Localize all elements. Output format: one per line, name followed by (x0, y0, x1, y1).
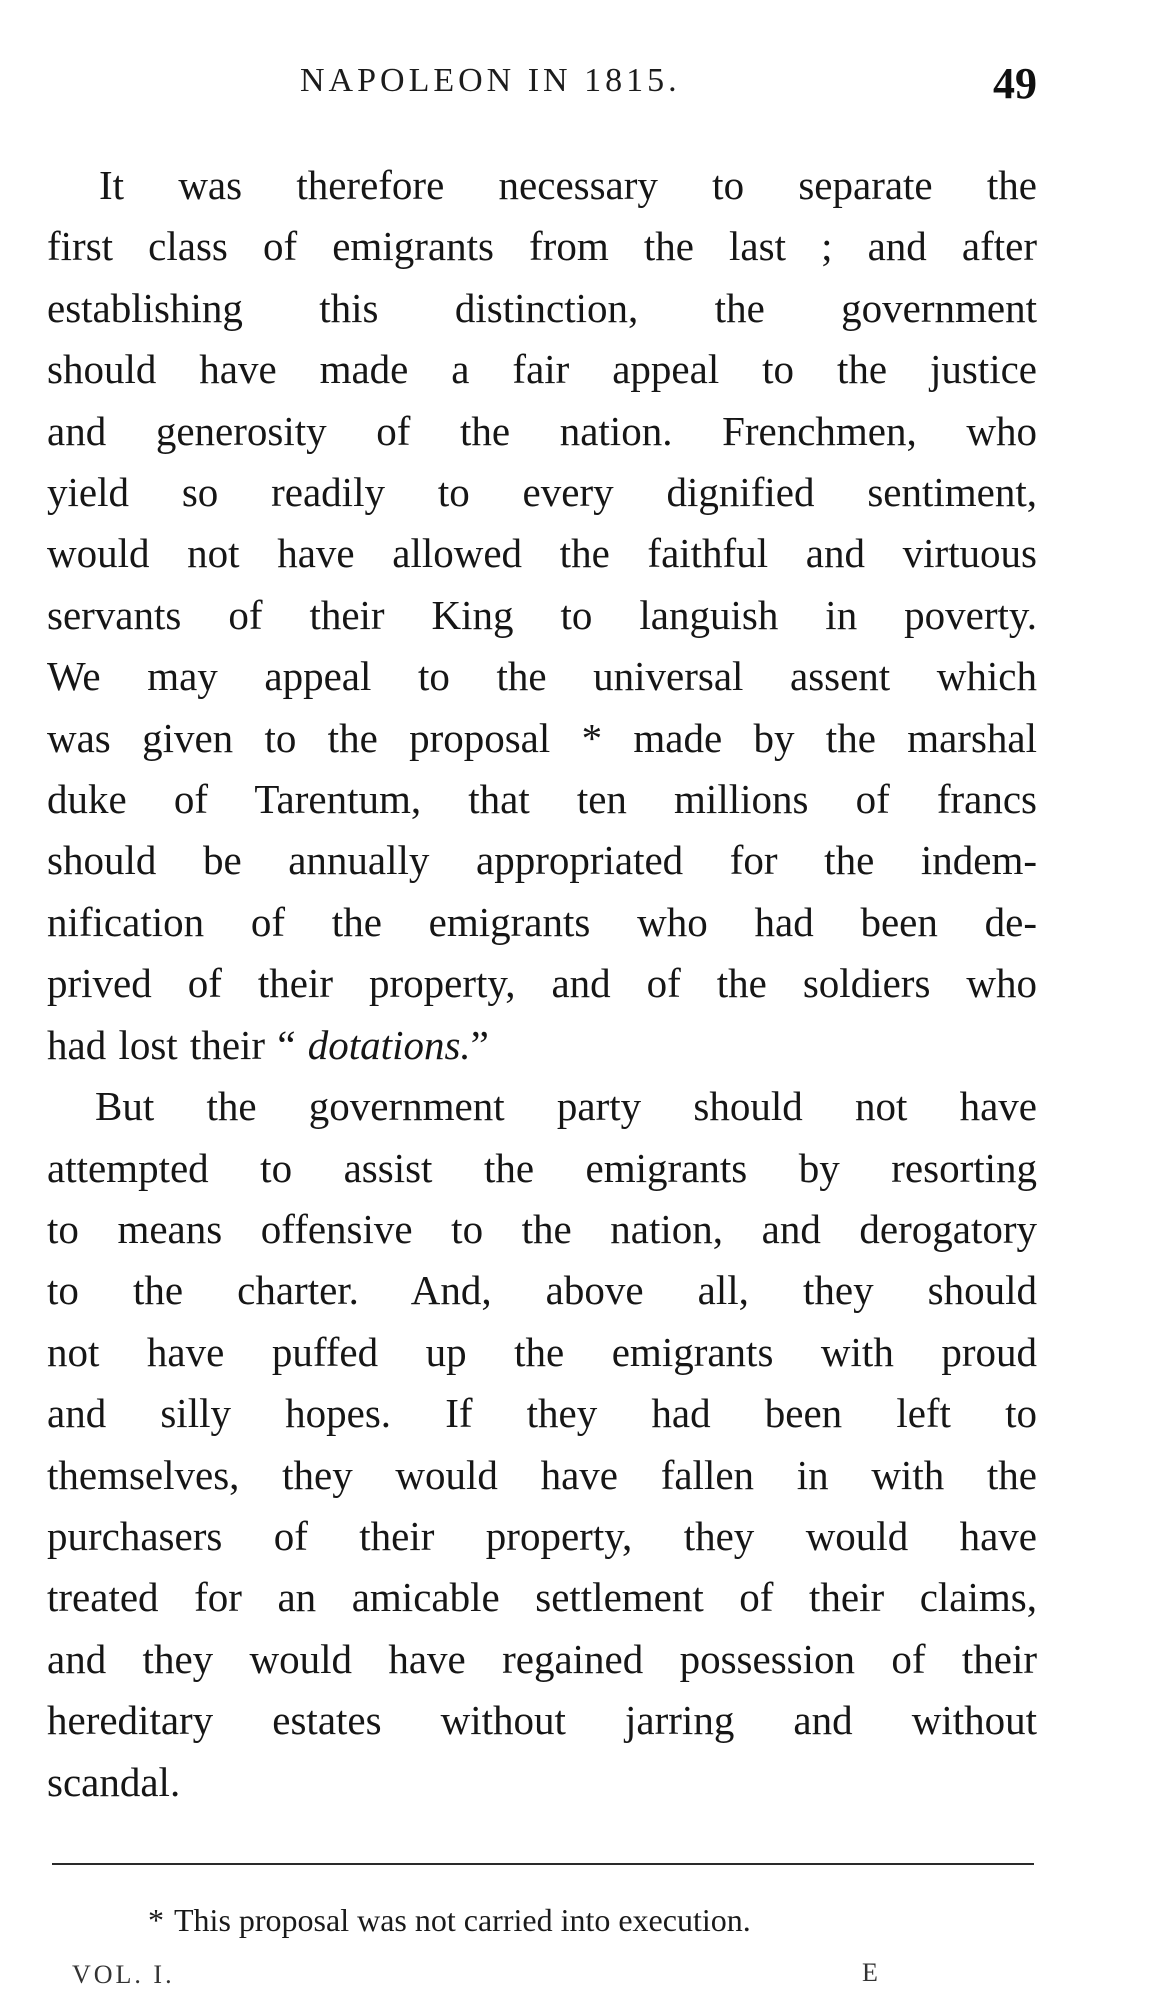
text-line: yield so readily to every dignified sentiment, (47, 469, 1037, 516)
paragraph-2 (47, 1076, 1037, 1813)
signature-volume: VOL. I. (72, 1960, 175, 1989)
text-line: attempted to assist the emigrants by resorting (47, 1144, 1037, 1191)
running-title: NAPOLEON IN 1815. (300, 62, 681, 99)
text-line: It was therefore necessary to separate the (99, 162, 1037, 208)
text-line: duke of Tarentum, that ten millions of francs (47, 776, 1037, 823)
footnote-mark: * (148, 1902, 164, 1938)
text-line: and they would have regained possession of their (47, 1635, 1037, 1682)
body-text (47, 155, 1037, 1813)
text-line: was given to the proposal * made by the marshal (47, 714, 1037, 761)
text-line: hereditary estates without jarring and without (47, 1697, 1037, 1744)
text-line: servants of their King to languish in poverty. (47, 591, 1037, 638)
text-line: first class of emigrants from the last ; and after (47, 223, 1037, 270)
page-number: 49 (993, 59, 1037, 108)
text-line: nification of the emigrants who had been de- (47, 898, 1037, 945)
text-line: would not have allowed the faithful and virtuous (47, 530, 1037, 577)
signature-mark: E (862, 1958, 878, 1987)
footnote (148, 1902, 751, 1939)
text-fragment: ” (470, 1021, 489, 1068)
paragraph-1 (47, 155, 1037, 1076)
text-line: But the government party should not have (95, 1083, 1037, 1130)
text-line: to the charter. And, above all, they should (47, 1267, 1037, 1314)
text-line: and generosity of the nation. Frenchmen, who (47, 407, 1037, 454)
text-line: purchasers of their property, they would have (47, 1512, 1037, 1559)
text-line: should have made a fair appeal to the justice (47, 346, 1037, 393)
text-fragment: had lost their “ (47, 1021, 308, 1068)
text-line: treated for an amicable settlement of their claims, (47, 1574, 1037, 1621)
footnote-text: This proposal was not carried into execution. (174, 1902, 751, 1938)
text-line: to means offensive to the nation, and derogatory (47, 1205, 1037, 1252)
text-line: prived of their property, and of the soldiers who (47, 960, 1037, 1007)
footnote-rule (52, 1863, 1034, 1865)
text-line-last: scandal. (47, 1758, 181, 1805)
text-line: should be annually appropriated for the indem- (47, 837, 1037, 884)
text-line: not have puffed up the emigrants with proud (47, 1328, 1037, 1375)
text-line: themselves, they would have fallen in with the (47, 1451, 1037, 1498)
text-line-last (47, 1015, 1037, 1076)
text-line: establishing this distinction, the government (47, 284, 1037, 331)
text-line: We may appeal to the universal assent which (47, 653, 1037, 700)
italic-term: dotations. (307, 1021, 471, 1068)
text-line: and silly hopes. If they had been left to (47, 1390, 1037, 1437)
